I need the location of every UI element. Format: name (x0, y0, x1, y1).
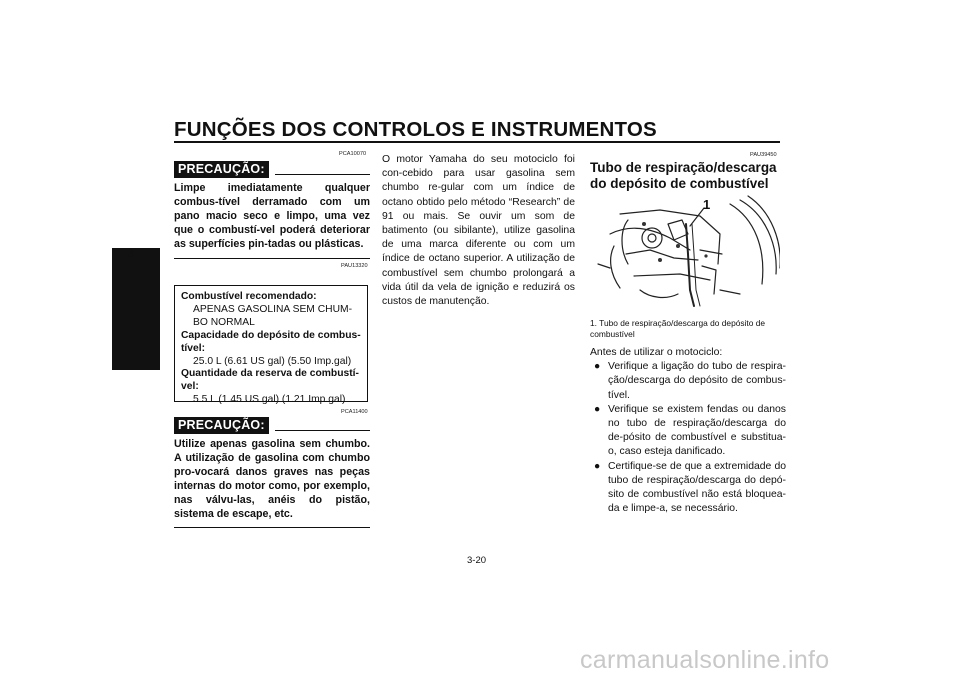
reserve-value: 5.5 L (1.45 US gal) (1.21 Imp.gal) (193, 394, 346, 406)
watermark: carmanualsonline.info (580, 646, 830, 674)
list-item (590, 403, 786, 460)
list-item (590, 360, 786, 403)
bullet-icon: ● (594, 361, 601, 373)
motorcycle-detail-illustration (590, 194, 780, 310)
caution2-block (174, 417, 370, 528)
figure-callout-1: 1 (703, 197, 711, 212)
octane-paragraph: O motor Yamaha do seu motociclo foi con-cebido para usar gasolina sem chumbo re-gular com um índice de octano obtido pelo método “Research” de 91 ou mais. Se ouvir um som de batimento (ou sibilante), utilize gasolina de uma marca diferente ou com um índice de octano superior. A utilização de combustível sem chumbo prolongará a vida útil da vela de ignição e reduzirá os custos de manutenção. (382, 154, 575, 308)
bullet-icon: ● (594, 403, 601, 415)
list-item (590, 460, 786, 517)
page-title: FUNÇÕES DOS CONTROLOS E INSTRUMENTOS (174, 118, 657, 141)
bullet-icon: ● (594, 460, 601, 472)
caution1-block (174, 161, 370, 259)
figure-caption: 1. Tubo de respiração/descarga do depósito de combustível (590, 318, 766, 339)
caution2-bottom-rule (174, 527, 370, 528)
list-item-text: Verifique a ligação do tubo de respira-ção/descarga do depósito de combus-tível. (608, 361, 786, 401)
fuel-value: APENAS GASOLINA SEM CHUM-BO NORMAL (193, 303, 353, 328)
reserve-label: Quantidade da reserva de combustí-vel: (181, 368, 359, 393)
capacity-label: Capacidade do depósito de combus-tível: (181, 329, 361, 354)
caution1-rule (275, 174, 370, 175)
list-item-text: Verifique se existem fendas ou danos no tubo de respiração/descarga do de-pósito de combustível e substitua-o, caso esteja danificado. (608, 403, 786, 458)
intro-text: Antes de utilizar o motociclo: (590, 347, 723, 358)
section-code: PAU39450 (750, 152, 777, 158)
caution1-bottom-rule (174, 258, 370, 259)
fuel-spec-box (174, 285, 368, 406)
chapter-number: 3 (127, 246, 134, 260)
fuel-label: Combustível recomendado: (181, 291, 317, 302)
spec-code: PAU13320 (341, 263, 368, 269)
breather-hose-figure (590, 194, 780, 310)
caution2-text: Utilize apenas gasolina sem chumbo. A utilização de gasolina com chumbo pro-vocará danos graves nas peças internas do motor como, por exemplo, nas válvu-las, anéis do pistão, sistema de escape, etc. (174, 438, 370, 520)
caution1-label: PRECAUÇÃO: (174, 161, 269, 178)
checklist (590, 360, 786, 516)
page-number: 3-20 (467, 555, 487, 566)
caution1-text: Limpe imediatamente qualquer combus-tível derramado com um pano macio seco e limpo, uma vez que o combustí-vel poderá deteriorar as superfícies pin-tadas ou plásticas. (174, 182, 370, 250)
caution1-code: PCA10070 (339, 151, 367, 157)
caution2-code: PCA11400 (341, 409, 368, 415)
capacity-value: 25.0 L (6.61 US gal) (5.50 Imp.gal) (193, 355, 352, 367)
chapter-tab (112, 248, 160, 370)
caution2-rule (275, 430, 370, 431)
list-item-text: Certifique-se de que a extremidade do tubo de respiração/descarga do depó-sito de combustível não está bloquea-da e limpe-a, se necessário. (608, 460, 786, 515)
section-title: Tubo de respiração/descarga do depósito de combustível (590, 160, 777, 191)
right-text-block (590, 346, 786, 516)
caution2-label: PRECAUÇÃO: (174, 417, 269, 434)
title-rule (174, 141, 780, 143)
